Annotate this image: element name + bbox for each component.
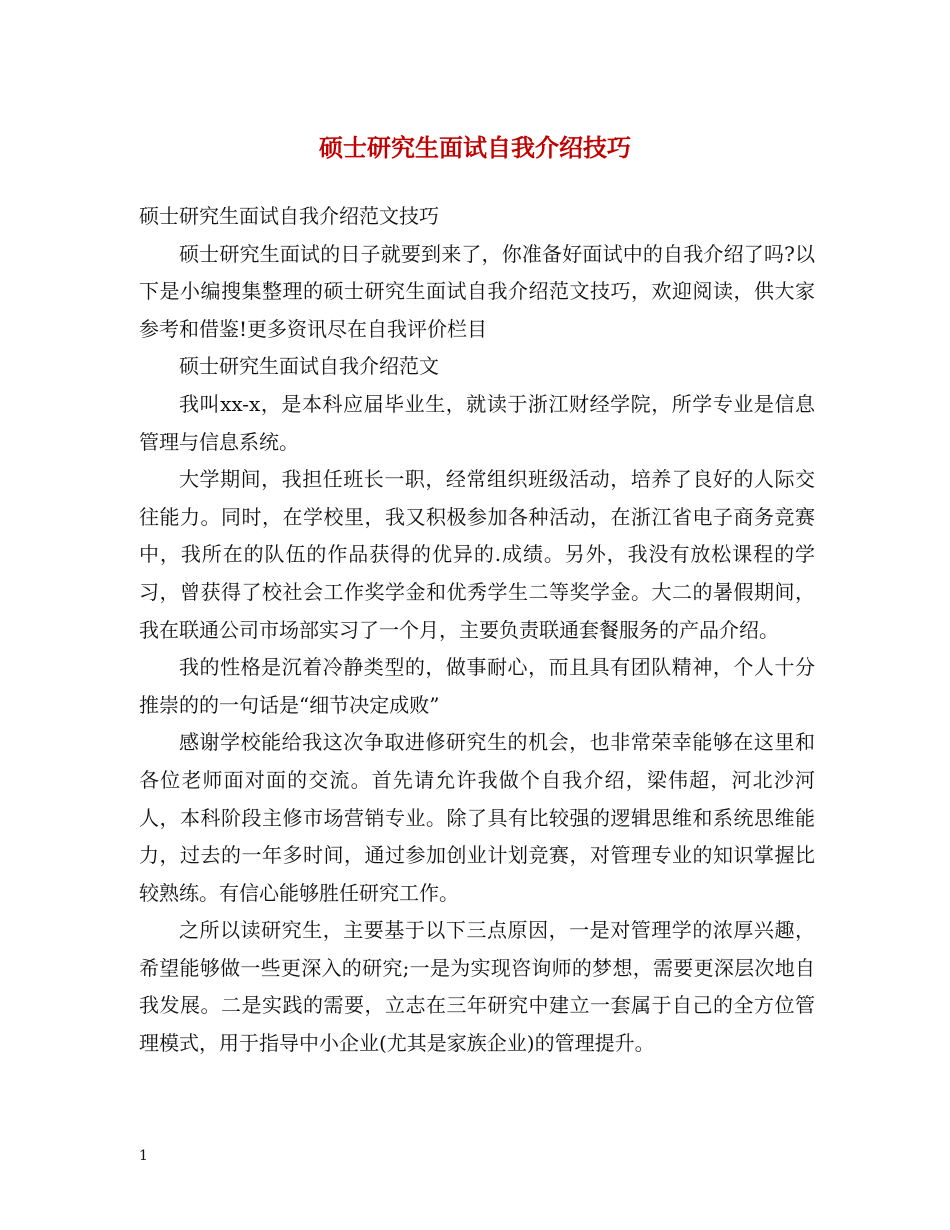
body-paragraph: 之所以读研究生，主要基于以下三点原因，一是对管理学的浓厚兴趣，希望能够做一些更深入的研究;一是为实现咨询师的梦想，需要更深层次地自我发展。二是实践的需要，立志在三年研究中建立一套属于自己的全方位管理模式，用于指导中小企业(尤其是家族企业)的管理提升。	[139, 918, 815, 1056]
body-paragraph: 感谢学校能给我这次争取进修研究生的机会，也非常荣幸能够在这里和各位老师面对面的交流。首先请允许我做个自我介绍，梁伟超，河北沙河人，本科阶段主修市场营销专业。除了具有比较强的逻辑思维和系统思维能力，过去的一年多时间，通过参加创业计划竞赛，对管理专业的知识掌握比较熟练。有信心能够胜任研究工作。	[139, 730, 815, 905]
page-number: 1	[139, 1148, 148, 1164]
body-paragraph: 我的性格是沉着冷静类型的，做事耐心，而且具有团队精神，个人十分推崇的的一句话是“细节决定成败”	[139, 655, 815, 717]
section-heading-paragraph: 硕士研究生面试自我介绍范文	[179, 354, 439, 379]
document-body	[139, 198, 815, 1063]
intro-paragraph: 硕士研究生面试的日子就要到来了，你准备好面试中的自我介绍了吗?以下是小编搜集整理的硕士研究生面试自我介绍范文技巧，欢迎阅读，供大家参考和借鉴!更多资讯尽在自我评价栏目	[139, 241, 815, 341]
subtitle-paragraph: 硕士研究生面试自我介绍范文技巧	[139, 204, 439, 228]
body-paragraph: 大学期间，我担任班长一职，经常组织班级活动，培养了良好的人际交往能力。同时，在学校里，我又积极参加各种活动，在浙江省电子商务竞赛中，我所在的队伍的作品获得的优异的.成绩。另外，我没有放松课程的学习，曾获得了校社会工作奖学金和优秀学生二等奖学金。大二的暑假期间，我在联通公司市场部实习了一个月，主要负责联通套餐服务的产品介绍。	[139, 467, 815, 642]
document-title: 硕士研究生面试自我介绍技巧	[319, 133, 631, 162]
body-paragraph: 我叫xx-x，是本科应届毕业生，就读于浙江财经学院，所学专业是信息管理与信息系统。	[139, 391, 815, 454]
